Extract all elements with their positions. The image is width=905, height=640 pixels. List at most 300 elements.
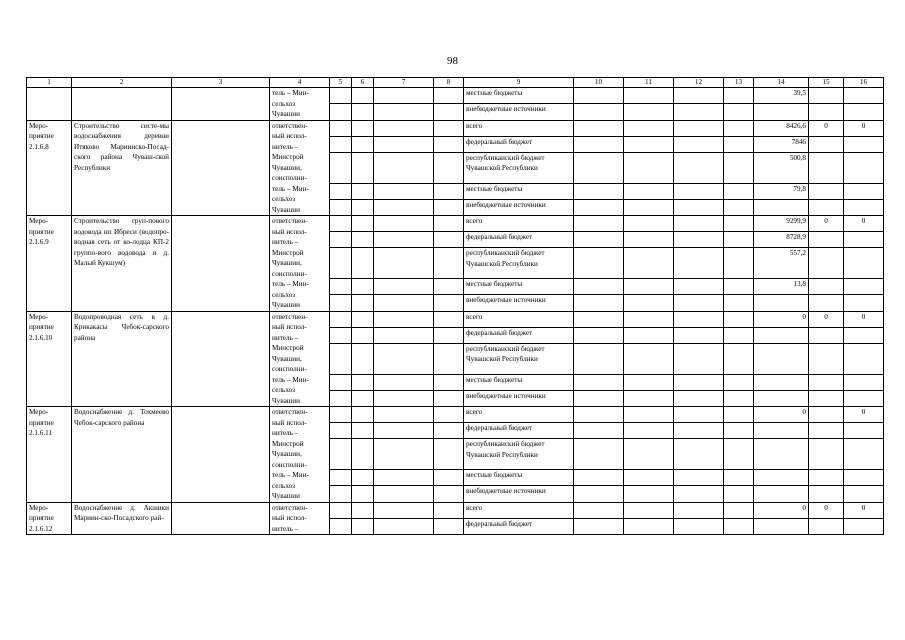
empty-cell [574,104,624,120]
empty-cell [27,88,72,121]
empty-cell [374,216,434,232]
funding-source: федеральный бюджет [464,423,574,439]
executor [270,502,330,535]
measure-code-text: Меро- приятие 2.1.6.8 [29,121,54,151]
measure-code-text: Меро- приятие 2.1.6.12 [29,503,54,533]
empty-cell [374,390,434,406]
empty-cell [352,152,374,183]
value-col-15: 0 [809,216,844,232]
empty-cell [172,120,270,216]
empty-cell [724,248,754,279]
value-col-16 [844,248,884,279]
empty-cell [724,295,754,311]
budget-table [26,77,884,535]
empty-cell [330,183,352,199]
empty-cell [374,88,434,104]
empty-cell [574,136,624,152]
empty-cell [434,374,464,390]
empty-cell [434,199,464,215]
value-col-16 [844,199,884,215]
value-col-16: 0 [844,120,884,136]
empty-cell [330,136,352,152]
column-header: 4 [270,78,330,88]
measure-code [27,502,72,535]
empty-cell [724,470,754,486]
executor-text: ответствен- ный испол- нитель – Минстрой Чувашии, соисполни- тель – Мин- сельхоз Чувашии [272,312,309,405]
empty-cell [352,232,374,248]
empty-cell [352,216,374,232]
empty-cell [574,199,624,215]
value-col-15: 0 [809,311,844,327]
empty-cell [352,104,374,120]
value-col-14: 500,8 [754,152,809,183]
empty-cell [352,518,374,534]
value-col-16 [844,232,884,248]
empty-cell [724,374,754,390]
column-header: 13 [724,78,754,88]
column-header-row [27,78,884,88]
value-col-14: 39,5 [754,88,809,104]
empty-cell [724,486,754,502]
empty-cell [172,88,270,121]
value-col-15 [809,423,844,439]
empty-cell [574,390,624,406]
empty-cell [574,502,624,518]
empty-cell [674,152,724,183]
funding-source: внебюджетные источники [464,295,574,311]
measure-code-text: Меро- приятие 2.1.6.9 [29,217,54,246]
empty-cell [724,120,754,136]
column-header: 9 [464,78,574,88]
empty-cell [674,407,724,423]
empty-cell [434,88,464,104]
funding-source: всего [464,311,574,327]
column-header: 3 [172,78,270,88]
value-col-16: 0 [844,407,884,423]
funding-source: местные бюджеты [464,374,574,390]
empty-cell [724,136,754,152]
empty-cell [674,439,724,470]
measure-name [72,502,172,535]
empty-cell [624,390,674,406]
table-row [27,216,884,232]
value-col-15 [809,439,844,470]
measure-code [27,216,72,312]
empty-cell [674,88,724,104]
empty-cell [352,120,374,136]
empty-cell [330,390,352,406]
executor [270,407,330,503]
executor-text: ответствен- ный испол- нитель – Минстрой Чувашии, соисполни- тель – Мин- сельхоз Чувашии [272,408,309,500]
page-number: 98 [447,55,458,67]
empty-cell [330,343,352,374]
value-col-15 [809,152,844,183]
empty-cell [330,423,352,439]
value-col-16: 0 [844,311,884,327]
empty-cell [574,152,624,183]
value-col-16 [844,423,884,439]
empty-cell [434,439,464,470]
empty-cell [624,279,674,295]
funding-source: республиканский бюджет Чувашской Республики [464,343,574,374]
empty-cell [330,279,352,295]
value-col-14: 7846 [754,136,809,152]
value-col-14 [754,423,809,439]
empty-cell [724,407,754,423]
empty-cell [674,136,724,152]
funding-source: внебюджетные источники [464,199,574,215]
empty-cell [374,374,434,390]
value-col-16: 0 [844,502,884,518]
value-col-14 [754,295,809,311]
empty-cell [172,407,270,503]
empty-cell [624,88,674,104]
empty-cell [674,183,724,199]
empty-cell [724,343,754,374]
empty-cell [374,439,434,470]
empty-cell [624,470,674,486]
empty-cell [434,407,464,423]
empty-cell [434,248,464,279]
empty-cell [374,486,434,502]
empty-cell [724,423,754,439]
empty-cell [624,232,674,248]
value-col-14: 8426,6 [754,120,809,136]
empty-cell [674,374,724,390]
value-col-15 [809,343,844,374]
measure-name-text: Водопроводная сеть в д. Крикакасы Чебок-сарского района [74,312,169,342]
value-col-16 [844,88,884,104]
empty-cell [624,104,674,120]
executor-text: ответствен- ный испол- нитель – [272,503,308,533]
empty-cell [330,104,352,120]
column-header: 7 [374,78,434,88]
empty-cell [574,439,624,470]
empty-cell [624,327,674,343]
empty-cell [374,502,434,518]
empty-cell [724,183,754,199]
funding-source: всего [464,120,574,136]
empty-cell [434,423,464,439]
measure-name-text: Строительство систе-мы водоснабжения деревни Итяково Мариинско-Посад-ского района Чуваш-ской Республики [74,121,169,172]
executor [270,311,330,407]
funding-source: республиканский бюджет Чувашской Республики [464,439,574,470]
value-col-14: 9299,9 [754,216,809,232]
empty-cell [330,216,352,232]
funding-source: местные бюджеты [464,88,574,104]
table-row [27,88,884,104]
empty-cell [674,248,724,279]
funding-source: федеральный бюджет [464,518,574,534]
funding-source: федеральный бюджет [464,327,574,343]
empty-cell [434,502,464,518]
empty-cell [624,216,674,232]
measure-code-text: Меро- приятие 2.1.6.11 [29,408,54,437]
empty-cell [674,470,724,486]
empty-cell [574,248,624,279]
column-header: 1 [27,78,72,88]
empty-cell [352,248,374,279]
empty-cell [674,343,724,374]
empty-cell [352,470,374,486]
empty-cell [674,120,724,136]
empty-cell [352,295,374,311]
measure-name [72,120,172,216]
funding-source: федеральный бюджет [464,136,574,152]
value-col-15 [809,295,844,311]
empty-cell [434,470,464,486]
value-col-16 [844,439,884,470]
table-row [27,120,884,136]
empty-cell [724,518,754,534]
empty-cell [352,311,374,327]
empty-cell [352,390,374,406]
empty-cell [352,279,374,295]
empty-cell [72,88,172,121]
measure-name-text: Водоснабжение д. Акшики Мариин-ско-Посадского рай- [74,503,169,522]
executor [270,216,330,312]
table-body [27,78,884,535]
empty-cell [574,232,624,248]
empty-cell [574,486,624,502]
empty-cell [352,327,374,343]
table-row [27,311,884,327]
value-col-16: 0 [844,216,884,232]
empty-cell [574,423,624,439]
empty-cell [374,343,434,374]
value-col-15 [809,136,844,152]
empty-cell [352,183,374,199]
empty-cell [574,295,624,311]
empty-cell [674,486,724,502]
funding-source: местные бюджеты [464,183,574,199]
empty-cell [624,183,674,199]
empty-cell [374,279,434,295]
value-col-15 [809,183,844,199]
table-row [27,407,884,423]
column-header: 5 [330,78,352,88]
empty-cell [330,374,352,390]
empty-cell [724,327,754,343]
empty-cell [352,88,374,104]
value-col-15 [809,486,844,502]
empty-cell [330,152,352,183]
value-col-15 [809,407,844,423]
measure-name-text: Строительство груп-пового водовода нп Ибреси (водопро-водная сеть от ко-лодца КП-2 группо-вого водовода и д. Малый Кукшум) [74,217,169,267]
value-col-16 [844,279,884,295]
value-col-16 [844,295,884,311]
empty-cell [674,104,724,120]
empty-cell [330,439,352,470]
value-col-16 [844,152,884,183]
value-col-16 [844,486,884,502]
empty-cell [374,295,434,311]
value-col-15 [809,199,844,215]
empty-cell [352,136,374,152]
empty-cell [674,390,724,406]
measure-name [72,216,172,312]
empty-cell [574,374,624,390]
empty-cell [434,120,464,136]
executor-text: ответствен- ный испол- нитель – Минстрой Чувашии, соисполни- тель – Мин- сельхоз Чувашии [272,217,309,309]
value-col-15: 0 [809,502,844,518]
empty-cell [574,407,624,423]
funding-source: федеральный бюджет [464,232,574,248]
value-col-15 [809,470,844,486]
measure-code-text: Меро- приятие 2.1.6.10 [29,312,54,342]
value-col-15 [809,104,844,120]
empty-cell [574,470,624,486]
empty-cell [624,152,674,183]
funding-source: внебюджетные источники [464,486,574,502]
empty-cell [624,199,674,215]
empty-cell [434,518,464,534]
empty-cell [574,88,624,104]
value-col-15 [809,374,844,390]
column-header: 10 [574,78,624,88]
empty-cell [624,295,674,311]
empty-cell [574,311,624,327]
empty-cell [574,343,624,374]
value-col-14 [754,104,809,120]
empty-cell [624,374,674,390]
column-header: 6 [352,78,374,88]
empty-cell [624,407,674,423]
empty-cell [352,439,374,470]
empty-cell [374,232,434,248]
empty-cell [330,470,352,486]
empty-cell [724,311,754,327]
empty-cell [574,183,624,199]
empty-cell [624,136,674,152]
empty-cell [724,279,754,295]
value-col-14: 557,2 [754,248,809,279]
column-header: 16 [844,78,884,88]
column-header: 14 [754,78,809,88]
funding-source: всего [464,502,574,518]
empty-cell [374,152,434,183]
measure-code [27,407,72,503]
value-col-15 [809,518,844,534]
empty-cell [674,199,724,215]
empty-cell [624,518,674,534]
empty-cell [574,327,624,343]
value-col-16 [844,104,884,120]
empty-cell [434,183,464,199]
value-col-16 [844,374,884,390]
empty-cell [374,199,434,215]
value-col-14: 13,8 [754,279,809,295]
executor-text: тель – Мин- сельхоз Чувашии [272,89,309,118]
empty-cell [674,423,724,439]
empty-cell [434,232,464,248]
empty-cell [724,88,754,104]
value-col-14: 79,8 [754,183,809,199]
value-col-14 [754,327,809,343]
empty-cell [352,486,374,502]
empty-cell [574,279,624,295]
measure-name [72,311,172,407]
value-col-14: 0 [754,407,809,423]
executor-text: ответствен- ный испол- нитель – Минстрой Чувашии, соисполни- тель – Мин- сельхоз Чувашии [272,121,309,214]
column-header: 2 [72,78,172,88]
measure-name-text: Водоснабжение д. Тохмеево Чебок-сарского района [74,408,169,427]
empty-cell [624,502,674,518]
empty-cell [434,136,464,152]
executor [270,88,330,121]
empty-cell [724,232,754,248]
empty-cell [624,439,674,470]
measure-code [27,311,72,407]
empty-cell [330,311,352,327]
empty-cell [574,518,624,534]
empty-cell [352,502,374,518]
value-col-16 [844,343,884,374]
empty-cell [330,120,352,136]
empty-cell [330,486,352,502]
value-col-16 [844,327,884,343]
value-col-14 [754,374,809,390]
empty-cell [330,502,352,518]
empty-cell [574,120,624,136]
column-header: 8 [434,78,464,88]
empty-cell [624,120,674,136]
empty-cell [724,199,754,215]
empty-cell [352,423,374,439]
value-col-14 [754,470,809,486]
empty-cell [374,470,434,486]
column-header: 12 [674,78,724,88]
empty-cell [434,295,464,311]
empty-cell [352,343,374,374]
value-col-14: 8728,9 [754,232,809,248]
empty-cell [674,295,724,311]
empty-cell [330,295,352,311]
empty-cell [674,232,724,248]
measure-name [72,407,172,503]
empty-cell [330,232,352,248]
empty-cell [624,486,674,502]
empty-cell [434,327,464,343]
value-col-16 [844,470,884,486]
empty-cell [724,152,754,183]
measure-code [27,120,72,216]
empty-cell [172,216,270,312]
empty-cell [330,248,352,279]
empty-cell [330,518,352,534]
empty-cell [674,279,724,295]
value-col-15 [809,248,844,279]
empty-cell [330,88,352,104]
empty-cell [724,439,754,470]
empty-cell [624,343,674,374]
value-col-14: 0 [754,502,809,518]
funding-source: республиканский бюджет Чувашской Республики [464,248,574,279]
value-col-15 [809,232,844,248]
empty-cell [674,216,724,232]
empty-cell [724,104,754,120]
empty-cell [374,311,434,327]
funding-source: местные бюджеты [464,279,574,295]
value-col-14 [754,390,809,406]
empty-cell [330,327,352,343]
empty-cell [374,407,434,423]
empty-cell [624,311,674,327]
empty-cell [434,104,464,120]
empty-cell [674,327,724,343]
executor [270,120,330,216]
empty-cell [434,486,464,502]
